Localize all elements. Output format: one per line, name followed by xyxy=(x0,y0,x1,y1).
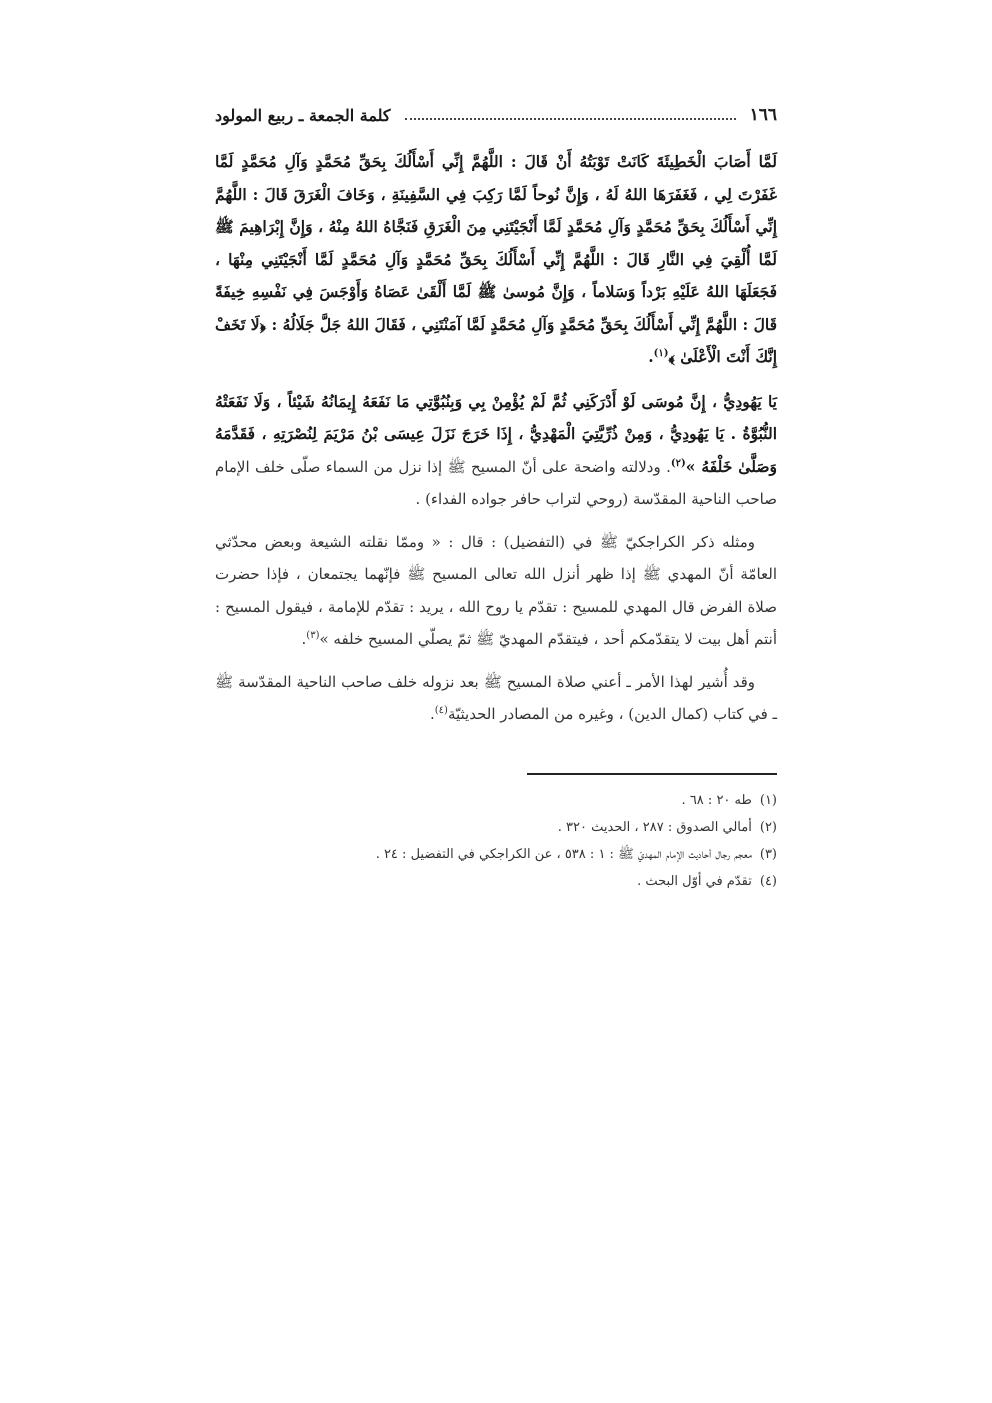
footnotes xyxy=(215,787,777,895)
footnote-text: تقدّم في أوّل البحث . xyxy=(637,873,752,889)
footnote-number: (٣) xyxy=(759,846,777,862)
commentary-text: . ودلالته واضحة على أنّ المسيح ﷺ إذا نزل من السماء صلّى خلف الإمام صاحب الناحية المقدّسة (روحي لتراب حافر جواده الفداء) . xyxy=(215,457,777,508)
quran-verse: ﴿لَا تَخَفْ إِنَّكَ أَنْتَ الْأَعْلَىٰ ﴾ xyxy=(215,314,777,366)
hadith-text-2: يَا يَهُودِيُّ ، إِنَّ مُوسَى لَوْ أَدْرَكَنِي ثُمَّ لَمْ يُؤْمِنْ بِي وَبِنُبُوَّتِي مَا نَفَعَهُ إِيمَانُهُ شَيْئاً ، وَلَا نَفَعَتْهُ النُّبُوَّةُ . يَا يَهُودِيُّ ، وَمِنْ ذُرِّيَّتِيَ الْمَهْدِيُّ ، إِذَا خَرَجَ نَزَلَ عِيسَى بْنُ مَرْيَمَ لِنُصْرَتِهِ ، فَقَدَّمَهُ وَصَلَّىٰ خَلْفَهُ » xyxy=(215,391,778,476)
hadith-text-1: لَمَّا أَصَابَ الْخَطِيئَةَ كَانَتْ تَوْبَتُهُ أَنْ قَالَ : اللَّهُمَّ إِنِّي أَسْأَلُكَ بِحَقِّ مُحَمَّدٍ وَآلِ مُحَمَّدٍ لَمَّا غَفَرْتَ لِي ، فَغَفَرَهَا اللهُ لَهُ ، وَإِنَّ نُوحاً لَمَّا رَكِبَ فِي السَّفِينَةِ ، وَخَافَ الْغَرَقَ قَالَ : اللَّهُمَّ إِنِّي أَسْأَلُكَ بِحَقِّ مُحَمَّدٍ وَآلِ مُحَمَّدٍ لَمَّا أَنْجَيْتَنِي مِنَ الْغَرَقِ فَنَجَّاهُ اللهُ مِنْهُ ، وَإِنَّ إِبْرَاهِيمَ ﷺ لَمَّا أُلْقِيَ فِي النَّارِ قَالَ : اللَّهُمَّ إِنِّي أَسْأَلُكَ بِحَقِّ مُحَمَّدٍ وَآلِ مُحَمَّدٍ لَمَّا أَنْجَيْتَنِي مِنْهَا ، فَجَعَلَهَا اللهُ عَلَيْهِ بَرْداً وَسَلاماً ، وَإِنَّ مُوسىٰ ﷺ لَمَّا أَلْقَىٰ عَصَاهُ وَأَوْجَسَ فِي نَفْسِهِ خِيفَةً قَالَ : اللَّهُمَّ إِنِّي أَسْأَلُكَ بِحَقِّ مُحَمَّدٍ وَآلِ مُحَمَّدٍ لَمَّا آمَنْتَنِي ، فَقَالَ اللهُ جَلَّ جَلَالُهُ : xyxy=(215,152,778,334)
body-paragraph-karajaki xyxy=(215,526,777,656)
period: . xyxy=(301,630,307,648)
running-header xyxy=(215,98,777,132)
page-number: ١٦٦ xyxy=(749,105,777,125)
body-paragraph-kamal-aldin xyxy=(215,666,777,731)
body-text-3: ومثله ذكر الكراجكيّ ﷺ في (التفضيل) : قال : « وممّا نقلته الشيعة وبعض محدّثي العامّة أنّ المهدي ﷺ إذا ظهر أنزل الله تعالى المسيح ﷺ فإنّهما يجتمعان ، فإذا حضرت صلاة الفرض قال المهدي للمسيح : تقدّم يا روح الله ، يريد : تقدّم للإمامة ، فيقول المسيح : أنتم أهل بيت لا يتقدّمكم أحد ، فيتقدّم المهديّ ﷺ ثمّ يصلّي المسيح خلفه » xyxy=(215,532,777,648)
footnote-ref-4[interactable]: (٤) xyxy=(434,705,448,716)
footnote-item xyxy=(215,868,777,895)
body-text-4: وقد أُشير لهذا الأمر ـ أعني صلاة المسيح ﷺ بعد نزوله خلف صاحب الناحية المقدّسة ﷺ ـ في كتاب (كمال الدين) ، وغيره من المصادر الحديثيّة xyxy=(215,672,777,723)
footnote-ref-3[interactable]: (٣) xyxy=(306,630,320,641)
footnote-number: (١) xyxy=(759,792,777,808)
header-dotted-leader xyxy=(405,118,736,120)
footnote-text: طه ٢٠ : ٦٨ . xyxy=(681,792,752,808)
footnote-ref-2[interactable]: (٢) xyxy=(670,457,686,469)
period: . xyxy=(429,705,435,723)
footnote-text: معجم رجال أحاديث الإمام المهديّ ﷺ : ١ : ٥٣٨ ، عن الكراجكي في التفضيل : ٢٤ . xyxy=(375,846,752,862)
footnote-item xyxy=(215,814,777,841)
footnote-number: (٢) xyxy=(759,819,777,835)
footnote-divider xyxy=(527,773,777,775)
footnote-text: أمالي الصدوق : ٢٨٧ ، الحديث ٣٢٠ . xyxy=(557,819,752,835)
footnote-item xyxy=(215,841,777,868)
hadith-paragraph-1 xyxy=(215,146,777,374)
hadith-paragraph-2 xyxy=(215,386,777,516)
footnote-item xyxy=(215,787,777,814)
period: . xyxy=(648,347,654,366)
book-page xyxy=(215,98,777,895)
running-title: كلمة الجمعة ـ ربيع المولود xyxy=(215,105,391,125)
footnote-number: (٤) xyxy=(759,873,777,889)
footnote-ref-1[interactable]: (١) xyxy=(653,347,669,359)
